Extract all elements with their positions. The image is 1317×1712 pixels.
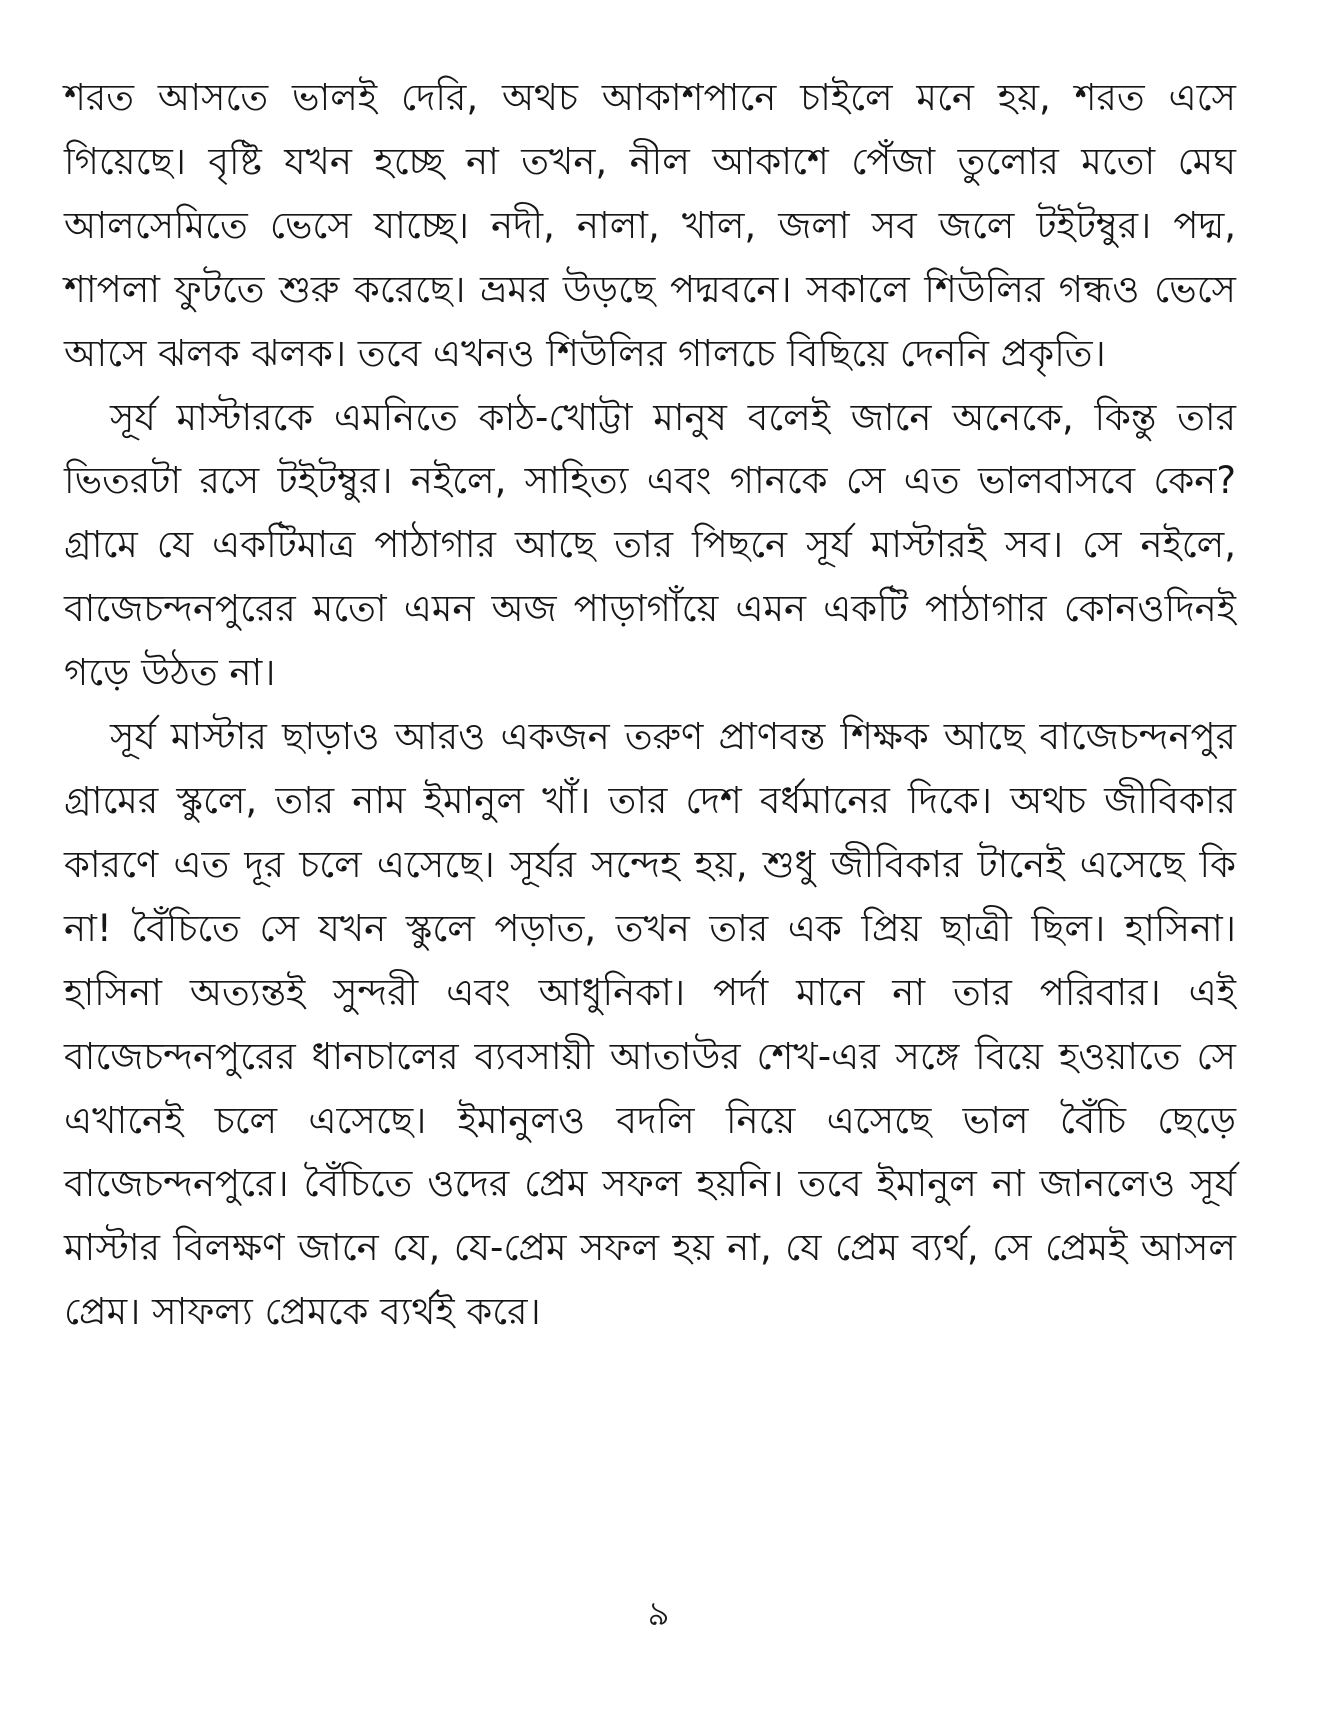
paragraph-surya-master: সূর্য মাস্টারকে এমনিতে কাঠ-খোট্টা মানুষ বলেই জানে অনেকে, কিন্তু তার ভিতরটা রসে টইটম্বুর। নইলে, সাহিত্য এবং গানকে সে এত ভালবাসবে কেন? গ্রামে যে একটিমাত্র পাঠাগার আছে তার পিছনে সূর্য মাস্টারই সব। সে নইলে, বাজেচন্দনপুরের মতো এমন অজ পাড়াগাঁয়ে এমন একটি পাঠাগার কোনওদিনই গড়ে উঠত না। xyxy=(64,395,1236,695)
body-text xyxy=(64,66,1236,1344)
paragraph-autumn: শরত আসতে ভালই দেরি, অথচ আকাশপানে চাইলে মনে হয়, শরত এসে গিয়েছে। বৃষ্টি যখন হচ্ছে না তখন, নীল আকাশে পেঁজা তুলোর মতো মেঘ আলসেমিতে ভেসে যাচ্ছে। নদী, নালা, খাল, জলা সব জলে টইটম্বুর। পদ্ম, শাপলা ফুটতে শুরু করেছে। ভ্রমর উড়ছে পদ্মবনে। সকালে শিউলির গন্ধও ভেসে আসে ঝলক ঝলক। তবে এখনও শিউলির গালচে বিছিয়ে দেননি প্রকৃতি। xyxy=(64,76,1236,375)
paragraph-imanul: সূর্য মাস্টার ছাড়াও আরও একজন তরুণ প্রাণবন্ত শিক্ষক আছে বাজেচন্দনপুর গ্রামের স্কুলে, তার নাম ইমানুল খাঁ। তার দেশ বর্ধমানের দিকে। অথচ জীবিকার কারণে এত দূর চলে এসেছে। সূর্যর সন্দেহ হয়, শুধু জীবিকার টানেই এসেছে কি না! বৈঁচিতে সে যখন স্কুলে পড়াত, তখন তার এক প্রিয় ছাত্রী ছিল। হাসিনা। হাসিনা অত্যন্তই সুন্দরী এবং আধুনিকা। পর্দা মানে না তার পরিবার। এই বাজেচন্দনপুরের ধানচালের ব্যবসায়ী আতাউর শেখ-এর সঙ্গে বিয়ে হওয়াতে সে এখানেই চলে এসেছে। ইমানুলও বদলি নিয়ে এসেছে ভাল বৈঁচি ছেড়ে বাজেচন্দনপুরে। বৈঁচিতে ওদের প্রেম সফল হয়নি। তবে ইমানুল না জানলেও সূর্য মাস্টার বিলক্ষণ জানে যে, যে-প্রেম সফল হয় না, যে প্রেম ব্যর্থ, সে প্রেমই আসল প্রেম। সাফল্য প্রেমকে ব্যর্থই করে। xyxy=(64,715,1236,1334)
page-number: ৯ xyxy=(647,1594,670,1634)
